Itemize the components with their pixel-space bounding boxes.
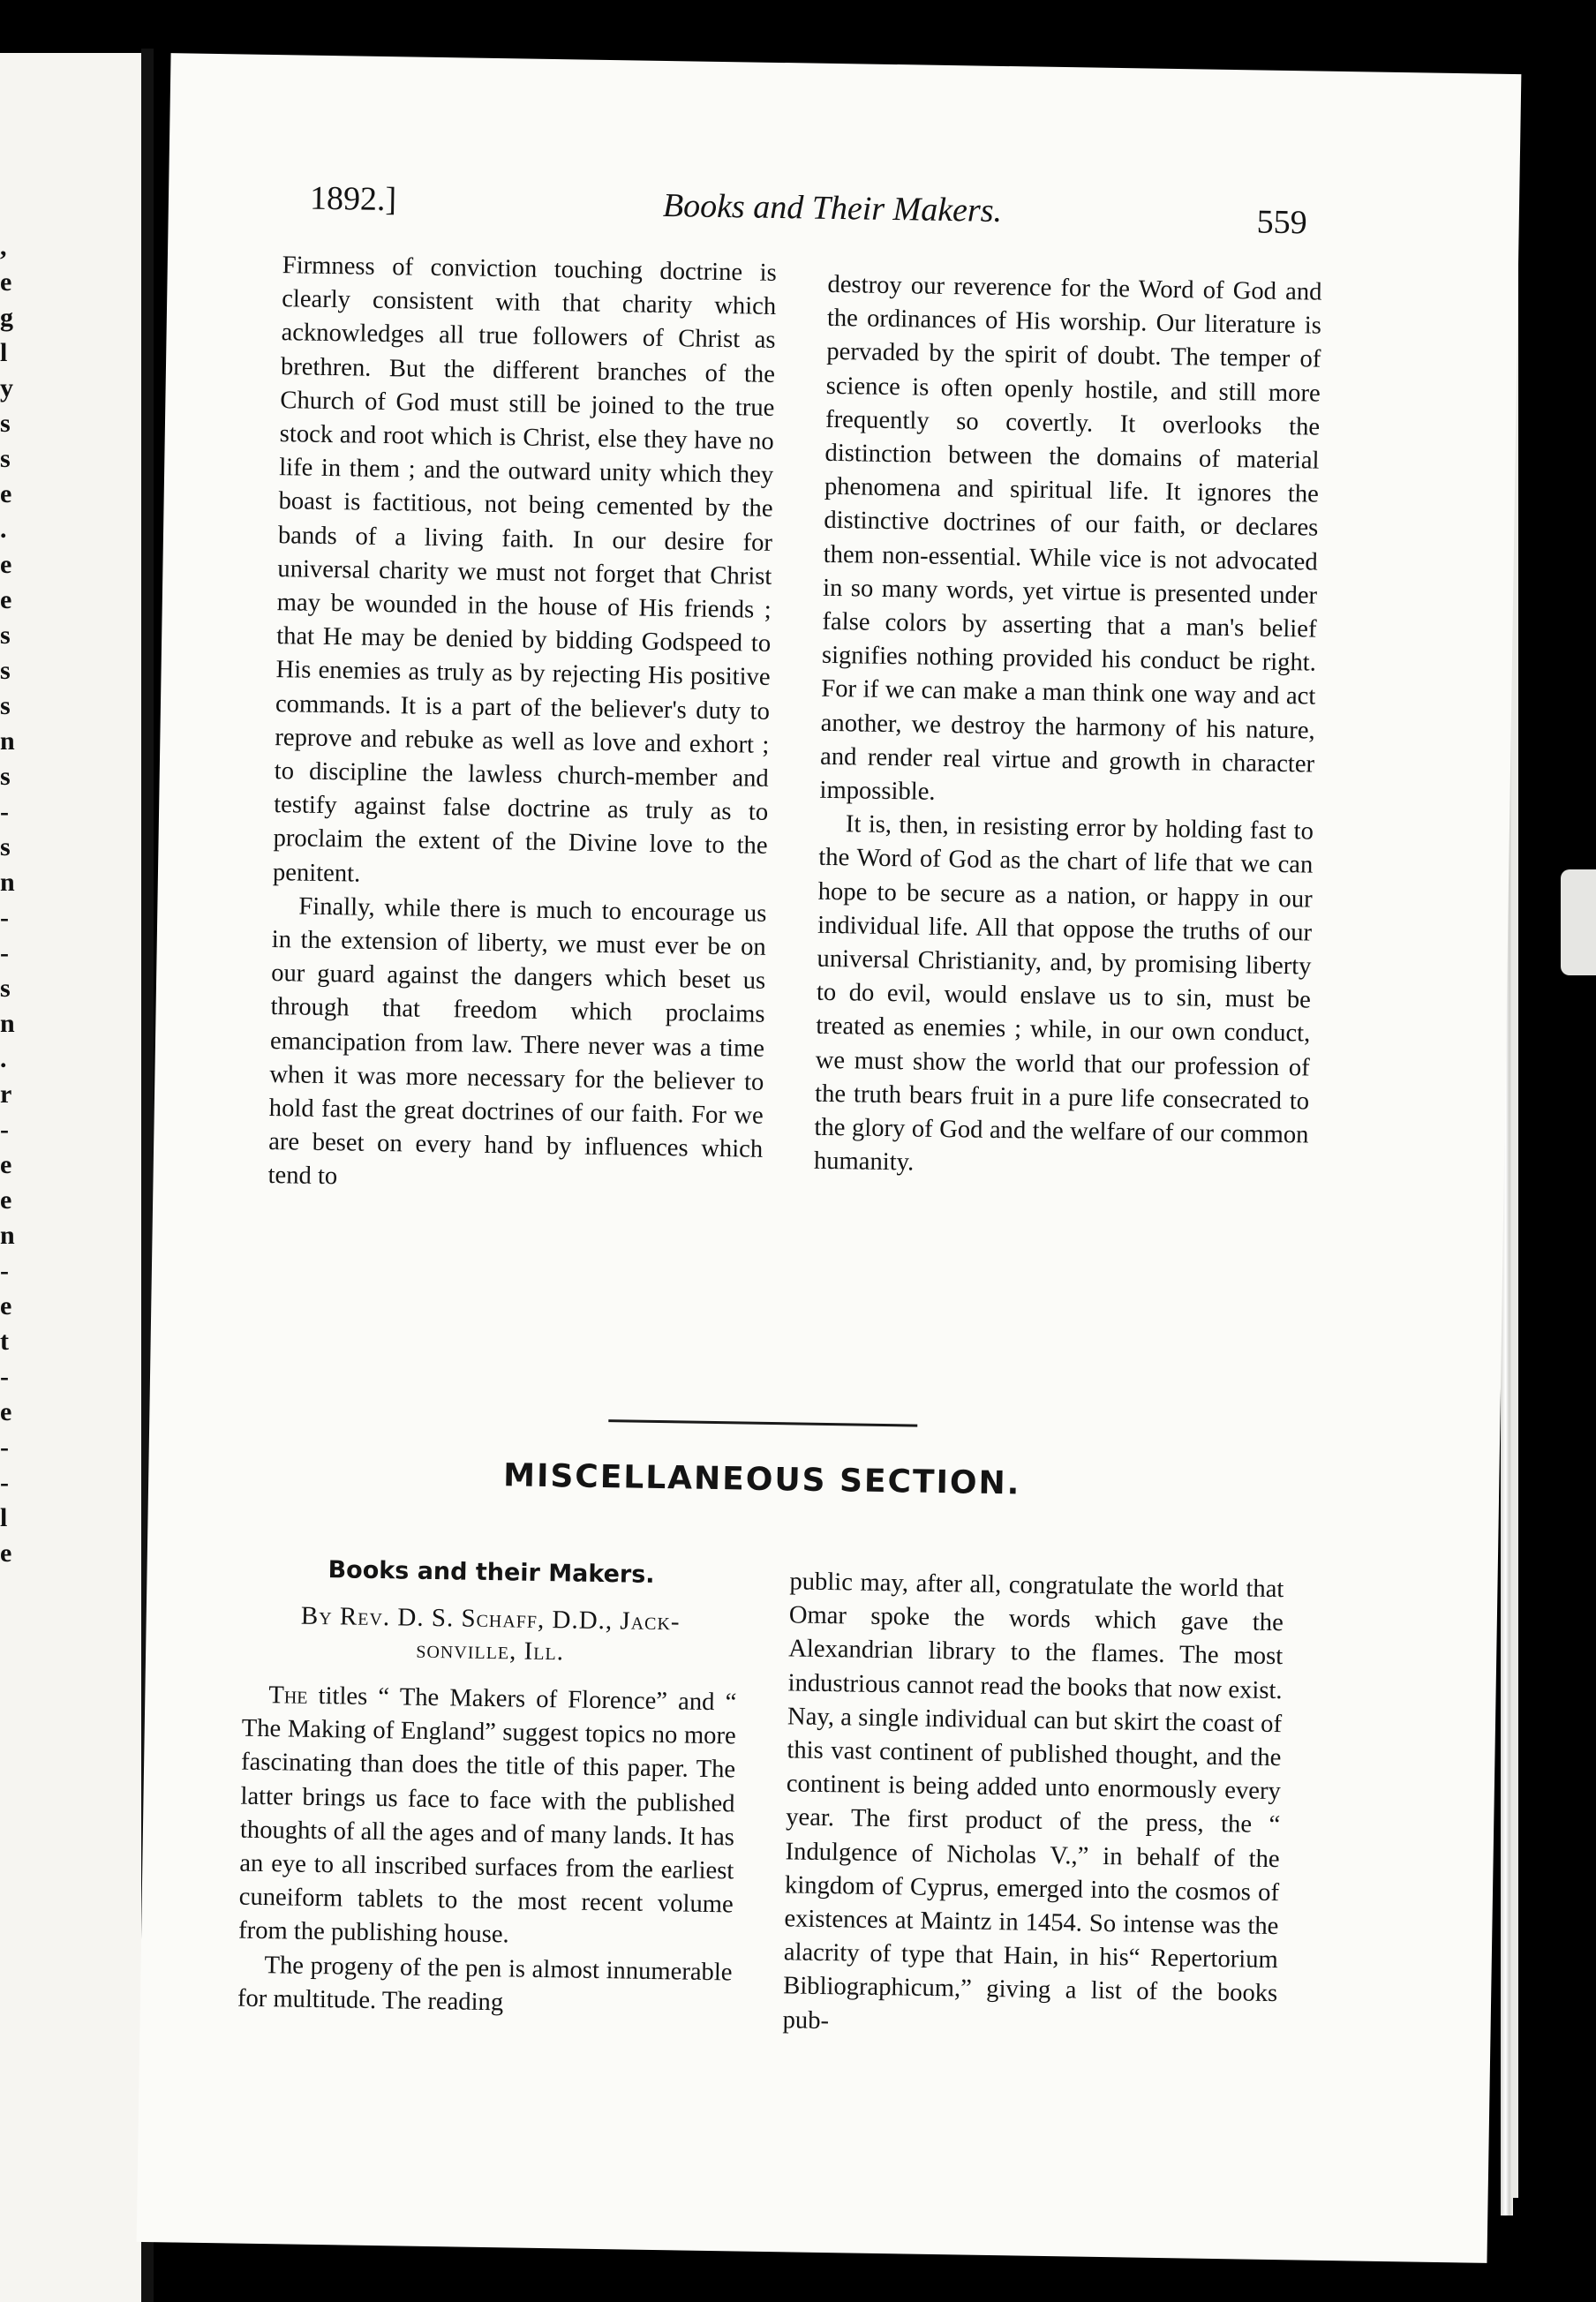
- margin-char: -: [0, 938, 9, 967]
- margin-char: e: [0, 1150, 12, 1179]
- margin-char: e: [0, 1291, 12, 1320]
- margin-char: s: [0, 762, 11, 791]
- margin-char: s: [0, 409, 11, 438]
- paragraph: Finally, while there is much to encourage us in the extension of liberty, we must ever be on our guard against the dangers which beset us through that freedom which proclaims emancipation from law. There never was a time when it was more necessary for the believer to hold fast the great doctrines of our faith. For we are beset on every hand by influences which tend to: [267, 892, 767, 1191]
- margin-char: n: [0, 868, 15, 897]
- margin-char: s: [0, 621, 11, 650]
- margin-char: s: [0, 974, 11, 1003]
- margin-char: e: [0, 267, 12, 297]
- running-header: [309, 179, 1307, 257]
- margin-char: y: [0, 373, 13, 402]
- article-left-column: [237, 1679, 737, 2024]
- paragraph: [238, 1679, 737, 1956]
- margin-char: s: [0, 656, 11, 685]
- byline-line: sonville, Ill.: [416, 1635, 565, 1666]
- margin-char: e: [0, 1185, 12, 1215]
- margin-char: l: [0, 1503, 8, 1532]
- header-year: 1892.]: [309, 179, 397, 219]
- facing-page-edge: [0, 53, 148, 2302]
- page-number: 559: [1256, 203, 1308, 242]
- margin-char: -: [0, 1433, 9, 1462]
- margin-char: e: [0, 479, 12, 508]
- margin-char: n: [0, 726, 15, 756]
- paragraph: It is, then, in resisting error by holding fast to the Word of God as the chart of life that we can hope to be secure as a nation, or happy in our individual life. All that oppose the truths of our universal Christianity, and, by promising liberty to do evil, would enslave us to sin, must be treated as enemies ; while, in our own conduct, we must show the world that our profession of the truth bears fruit in a pure life consecrated to the glory of God and the welfare of our common humanity.: [813, 810, 1314, 1177]
- margin-char: .: [0, 1044, 7, 1073]
- paragraph: public may, after all, congratulate the world that Omar spoke the words which gave the Alexandrian library to the flames. The most industrious cannot read the books that now exist. Nay, a single individual can but skirt the coast of this vast continent of published thought, and the continent is being added unto enormously every year. The first product of the press, the “ Indulgence of Nicholas V.,” in behalf of the kingdom of Cyprus, emerged into the cosmos of existences at Maintz in 1454. So intense was the alacrity of type that Hain, in his“ Repertorium Bibliographicum,” giving a list of the books pub-: [782, 1568, 1284, 2035]
- section-title: MISCELLANEOUS SECTION.: [502, 1457, 1021, 1502]
- margin-char: .: [0, 515, 7, 544]
- margin-char: t: [0, 1327, 9, 1356]
- article-byline: [243, 1599, 738, 1671]
- paragraph: The progeny of the pen is almost innumerable for multitude. The reading: [237, 1951, 733, 2017]
- paragraph-text: titles “ The Makers of Florence” and “ The Making of England” suggest topics no more fascinating than does the title of this paper. The latter brings us face to face with the published thoughts of all the ages and of many lands. It has an eye to all inscribed surfaces from the earliest cuneiform tablets to the most recent volume from the publishing house.: [237, 1681, 737, 1949]
- facing-page-margin-text: [0, 229, 16, 1571]
- upper-right-column: [814, 268, 1322, 1186]
- margin-char: s: [0, 832, 11, 861]
- margin-char: -: [0, 903, 9, 932]
- article-right-column: [782, 1565, 1284, 2045]
- running-title: Books and Their Makers.: [662, 186, 1003, 229]
- page-tab-marker: [1561, 869, 1596, 975]
- section-divider: [608, 1419, 917, 1426]
- margin-char: -: [0, 1362, 9, 1391]
- margin-char: e: [0, 1397, 12, 1426]
- margin-char: s: [0, 691, 11, 720]
- book-page: [137, 53, 1522, 2263]
- article-title: Books and their Makers.: [327, 1556, 655, 1589]
- margin-char: g: [0, 303, 13, 332]
- margin-char: n: [0, 1009, 15, 1038]
- margin-char: -: [0, 1256, 9, 1285]
- margin-char: e: [0, 585, 12, 614]
- margin-char: s: [0, 444, 11, 473]
- byline-line: By Rev. D. S. Schaff, D.D., Jack-: [300, 1601, 681, 1636]
- margin-char: -: [0, 1115, 9, 1144]
- margin-char: l: [0, 338, 8, 367]
- margin-char: r: [0, 1080, 12, 1109]
- margin-char: -: [0, 1468, 9, 1497]
- paragraph: Firmness of conviction touching doctrine is clearly consistent with that charity which acknowledges all true followers of Christ as brethren. But the different branches of the Church of God must still be joined to the true stock and root which is Christ, else they have no life in them ; and the outward unity which they boast is factitious, not being cemented by the bands of a living faith. In our desire for universal charity we must not forget that Christ may be wounded in the house of His friends ; that He may be denied by bidding Godspeed to His enemies as truly as by rejecting His positive commands. It is a part of the believer's duty to reprove and rebuke as well as love and exhort ; to discipline the lawless church-member and testify against false doctrine as truly as to proclaim the extent of the Divine love to the penitent.: [272, 252, 777, 888]
- margin-char: e: [0, 550, 12, 579]
- upper-left-column: [267, 249, 777, 1200]
- margin-char: e: [0, 1538, 12, 1568]
- lead-word: The: [268, 1681, 308, 1710]
- paragraph: destroy our reverence for the Word of God and the ordinances of His worship. Our literature is pervaded by the spirit of doubt. The temper of science is often openly hostile, and still more frequently so covertly. It overlooks the distinction between the domains of material phenomena and spiritual life. It ignores the distinctive doctrines of our faith, or declares them non-essential. While vice is not advocated in so many words, yet virtue is presented under false colors by asserting that a man's belief signifies nothing provided his conduct be right. For if we can make a man think one way and act another, we destroy the harmony of his nature, and render real virtue and growth in character impossible.: [819, 270, 1322, 806]
- margin-char: ,: [0, 232, 7, 261]
- margin-char: n: [0, 1221, 15, 1250]
- margin-char: -: [0, 797, 9, 826]
